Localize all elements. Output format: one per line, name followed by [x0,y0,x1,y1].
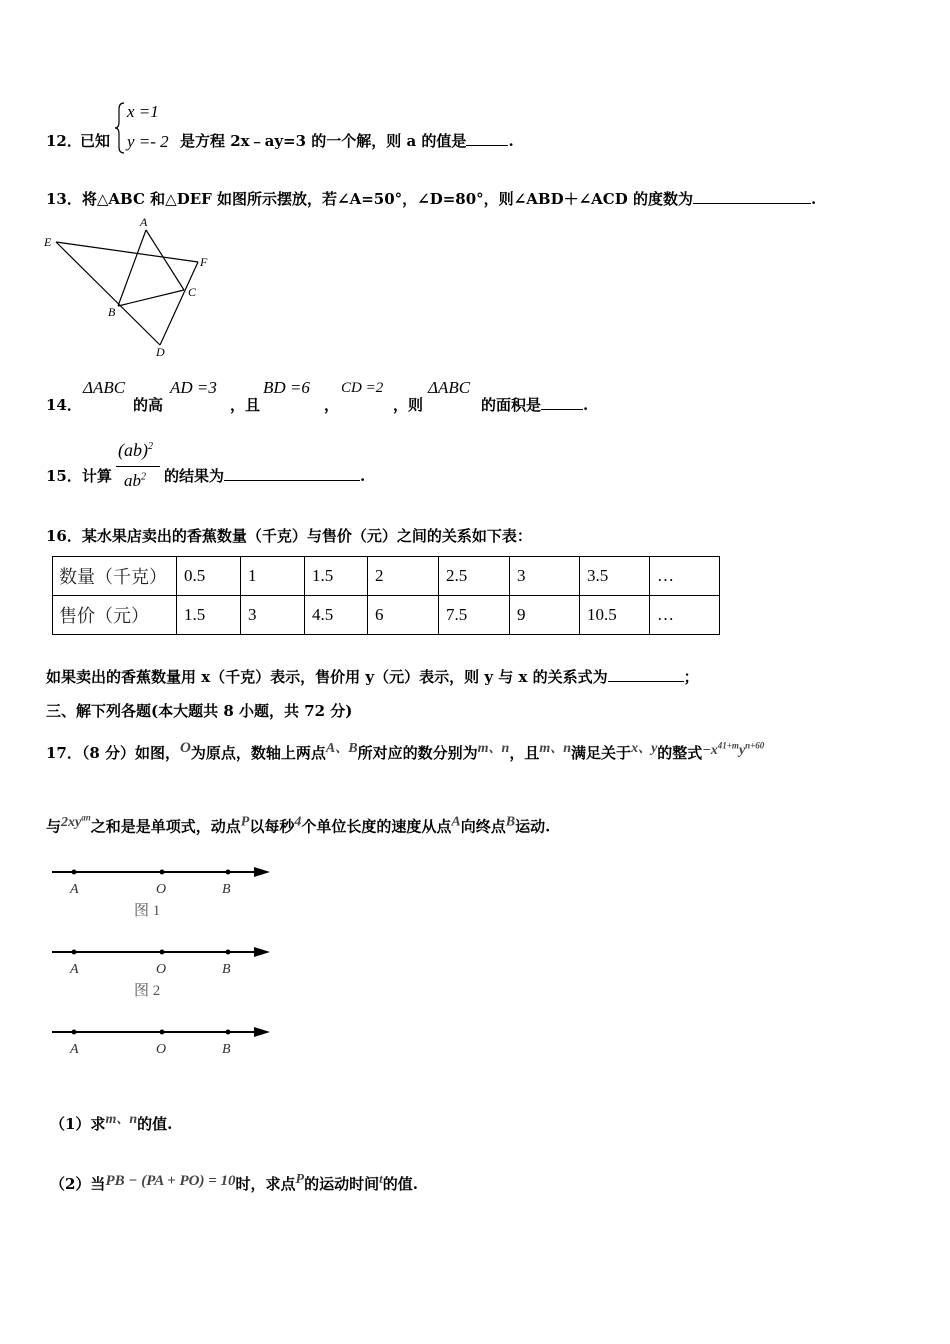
axis3-label-A: A [70,1042,79,1057]
q17-p2-t: t [379,1171,383,1186]
q12-end: . [508,132,514,150]
line-ED [56,242,160,345]
axis2-label-O: O [156,962,167,977]
table-cell: 7.5 [439,596,510,635]
fig1-caption: 图 1 [134,903,161,919]
q17-l2b: 之和是是单项式，动点 [90,817,241,836]
q17-n: n [501,741,510,756]
axis1-label-A: A [70,882,79,897]
q14-blank [541,397,583,410]
q17-l2d: 个单位长度的速度从点 [301,817,452,836]
q15-numerator-exp: 2 [148,441,153,452]
q17-p1b: 的值. [137,1115,173,1133]
q16-blank [608,669,684,682]
q17-P: P [240,814,250,830]
q15-mid: 的结果为 [164,467,225,485]
q15-denominator: $ab^2$ [124,471,146,490]
q17-p1-n: n [129,1112,138,1127]
q15-end: . [360,467,366,485]
q17-l2f: 运动. [515,817,551,836]
axis3-label-B: B [222,1042,231,1057]
q17-l1e: 满足关于 [571,744,632,762]
q17-A: A [325,741,336,756]
axis2-label-A: A [70,962,79,977]
line-BC [118,290,184,306]
q17-A2: A [451,814,461,830]
q16-after-text: 如果卖出的香蕉数量用 x（千克）表示，售价用 y（元）表示，则 y 与 x 的关系式为 [46,668,608,686]
line-AB [118,230,146,306]
q17-p2d: 的值. [382,1175,418,1193]
q17-p1a: （1）求 [50,1115,106,1133]
table-cell: 2.5 [439,557,510,596]
table-cell: … [650,557,720,596]
q14-end: . [583,396,589,414]
section-3-heading: 三、解下列各题(本大题共 8 小题，共 72 分) [46,702,353,720]
q12-prefix: 已知 [80,132,111,150]
q17-intro: 17．（8 分）如图， [46,744,181,762]
q12-mid: 是方程 2x﹣ay=3 的一个解，则 a 的值是 [180,132,467,150]
q17-p2b: 时，求点 [235,1175,296,1193]
number-line-figure-3 [48,1020,288,1060]
table-cell: 1.5 [305,557,368,596]
table-cell: … [650,596,720,635]
q13-triangle-figure [40,212,220,362]
q13-end: . [810,190,817,208]
q14-math-abc2: ΔABC [428,378,471,397]
table-cell: 0.5 [177,557,241,596]
q12-number: 12． [46,132,82,150]
axis1-label-O: O [156,882,167,897]
q17-B: B [348,741,358,756]
q12-eq2: y =- 2 [127,132,169,151]
q17-sep4: 、 [638,740,652,755]
q15-tail [164,465,365,486]
q17-expr1: $-x^{41+m}y^{n+60}$ [702,740,765,758]
axis1-label-B: B [222,882,231,897]
q16-text: 16．某水果店卖出的香蕉数量（千克）与售价（元）之间的关系如下表： [46,527,532,545]
arrow-right-icon [254,947,270,957]
label-C: C [188,285,197,299]
q17-four: 4 [294,814,302,830]
q17-m: m [477,741,489,756]
fig2-caption: 图 2 [134,983,161,999]
q13-text [46,188,816,209]
q17-m2: m [539,741,551,756]
table-cell: 10.5 [580,596,650,635]
q14-math-bd: BD =6 [263,378,310,397]
number-line-figure-1 [48,860,288,920]
axis3-label-O: O [156,1042,167,1057]
table-cell: 3 [241,596,305,635]
q17-O: O [180,740,191,756]
q12-equation-system [113,100,177,156]
q14-text3: ， [324,396,340,414]
q17-expr2: $2xy^{an}$ [61,812,91,830]
q17-sep2: 、 [488,740,502,755]
q17-line2 [46,812,550,837]
q17-p2-P: P [295,1172,305,1187]
q17-p1-m: m [105,1112,117,1127]
q17-l1d: ，且 [509,744,540,762]
q16-after [46,666,699,687]
table-cell: 6 [368,596,439,635]
q17-sep3: 、 [550,740,564,755]
arrow-right-icon [254,1027,270,1037]
q17-n2: n [563,741,572,756]
q17-x: x [631,741,639,756]
label-B: B [108,305,116,319]
q14-math-ad: AD =3 [170,378,217,397]
q15-blank [224,468,360,481]
q12-blank [466,133,508,146]
q17-p2-eq: PB − (PA + PO) = 10 [105,1173,236,1189]
q15-fraction [116,440,162,494]
q16-after-end: ； [683,668,699,686]
number-line-figure-2 [48,940,288,1000]
table-cell: 1 [241,557,305,596]
table-cell: 3.5 [580,557,650,596]
q17-p2a: （2）当 [50,1175,106,1193]
table-cell: 数量（千克） [53,557,177,596]
q17-y: y [651,741,658,756]
q14-math-cd: CD =2 [341,380,384,396]
label-E: E [44,235,52,249]
q14-text5: 的面积是 [481,396,542,414]
q16-table [52,556,720,635]
q14-tail [481,394,588,415]
q15-denominator-exp: 2 [141,471,146,483]
table-cell: 售价（元） [53,596,177,635]
q14-text2: ，且 [230,396,261,414]
table-cell: 4.5 [305,596,368,635]
q17-p2c: 的运动时间 [304,1175,380,1193]
table-cell: 2 [368,557,439,596]
q14-math-abc1: ΔABC [83,378,126,397]
q14-text1: 的高 [133,396,164,414]
q17-sep1: 、 [335,740,349,755]
table-cell: 3 [510,557,580,596]
q12-text [180,130,514,151]
q12-eq1: x =1 [127,102,159,121]
q17-part2 [50,1171,418,1194]
q17-l1c: 所对应的数分别为 [357,744,478,762]
q13-blank [693,191,811,204]
label-A: A [140,215,148,229]
arrow-right-icon [254,867,270,877]
q17-l2a: 与 [46,817,62,836]
table-row [53,596,720,635]
axis2-label-B: B [222,962,231,977]
label-F: F [200,255,208,269]
line-AC [146,230,184,290]
q17-l1b: 为原点，数轴上两点 [190,744,326,762]
line-EF [56,242,198,262]
q13-question: 13．将△ABC 和△DEF 如图所示摆放，若∠A=50°，∠D=80°，则∠ABD＋∠ACD 的度数为 [46,190,693,208]
q15-numerator: (ab)$^2$ [118,440,153,460]
table-row [53,557,720,596]
q14-text4: ，则 [393,396,424,414]
line-FD [160,262,198,345]
fraction-bar [116,466,160,467]
q17-B2: B [505,814,516,830]
q17-part1 [50,1108,172,1134]
table-cell: 1.5 [177,596,241,635]
q17-line1 [46,737,764,763]
q17-l2c: 以每秒 [249,817,295,836]
q15-number: 15．计算 [46,467,112,485]
label-D: D [156,345,165,359]
q17-p1-sep: 、 [116,1111,130,1126]
brace-icon [113,100,127,156]
table-cell: 9 [510,596,580,635]
q17-l1f: 的整式 [657,744,703,762]
q17-l2e: 向终点 [460,817,506,836]
q14-number: 14． [46,396,82,414]
